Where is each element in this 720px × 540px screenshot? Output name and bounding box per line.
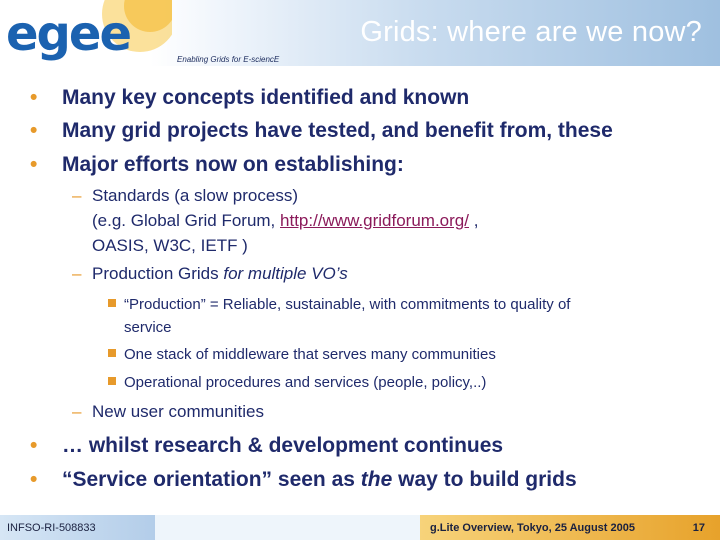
bullet-emphasis: the	[360, 468, 393, 491]
footer-left	[0, 515, 155, 540]
slide-title: Grids: where are we now?	[360, 16, 702, 48]
footer-middle	[155, 515, 420, 540]
header-band	[0, 0, 720, 66]
standards-text: (e.g. Global Grid Forum,	[92, 211, 281, 230]
footer-bar	[0, 515, 720, 540]
production-emphasis: for multiple VO’s	[223, 264, 348, 283]
logo-text: egee	[6, 6, 131, 62]
bullet-glyph: •	[30, 86, 38, 109]
project-id: INFSO-RI-508833	[7, 522, 96, 534]
dash-glyph: –	[72, 186, 82, 205]
bullet-glyph: •	[30, 434, 38, 457]
page-number: 17	[692, 522, 705, 534]
production-text: Production Grids	[92, 264, 224, 283]
dash-glyph: –	[72, 402, 82, 421]
bullet-glyph: •	[30, 468, 38, 491]
sub-bullet-text: New user communities	[92, 402, 264, 421]
sub-bullet-text: Standards (a slow process)	[92, 186, 298, 205]
bullet-text: … whilst research & development continues	[62, 434, 504, 457]
sub-sub-bullet-text: service	[124, 319, 172, 336]
standards-bodies-text: OASIS, W3C, IETF )	[92, 236, 248, 255]
sub-sub-bullet-text: “Production” = Reliable, sustainable, with commitments to quality of	[124, 296, 571, 313]
slide-subtitle: Enabling Grids for E-sciencE	[177, 55, 280, 64]
square-bullet	[108, 349, 116, 357]
standards-text-tail: ,	[468, 211, 479, 230]
sub-sub-bullet-text: One stack of middleware that serves many communities	[124, 346, 496, 363]
footer-right	[420, 515, 720, 540]
egee-logo	[0, 0, 172, 66]
bullet-text: “Service orientation” seen as	[62, 468, 361, 491]
bullet-glyph: •	[30, 153, 38, 176]
bullet-text: Many grid projects have tested, and benefit from, these	[62, 119, 613, 142]
sub-sub-bullet-text: Operational procedures and services (people, policy,..)	[124, 374, 487, 391]
event-label: g.Lite Overview, Tokyo, 25 August 2005	[430, 522, 635, 534]
bullet-text-tail: way to build grids	[392, 468, 577, 491]
bullet-glyph: •	[30, 119, 38, 142]
square-bullet	[108, 299, 116, 307]
dash-glyph: –	[72, 264, 82, 283]
header-divider	[0, 66, 720, 68]
gridforum-link[interactable]: http://www.gridforum.org/	[280, 211, 469, 230]
bullet-text: Major efforts now on establishing:	[62, 153, 404, 176]
square-bullet	[108, 377, 116, 385]
bullet-text: Many key concepts identified and known	[62, 86, 470, 109]
